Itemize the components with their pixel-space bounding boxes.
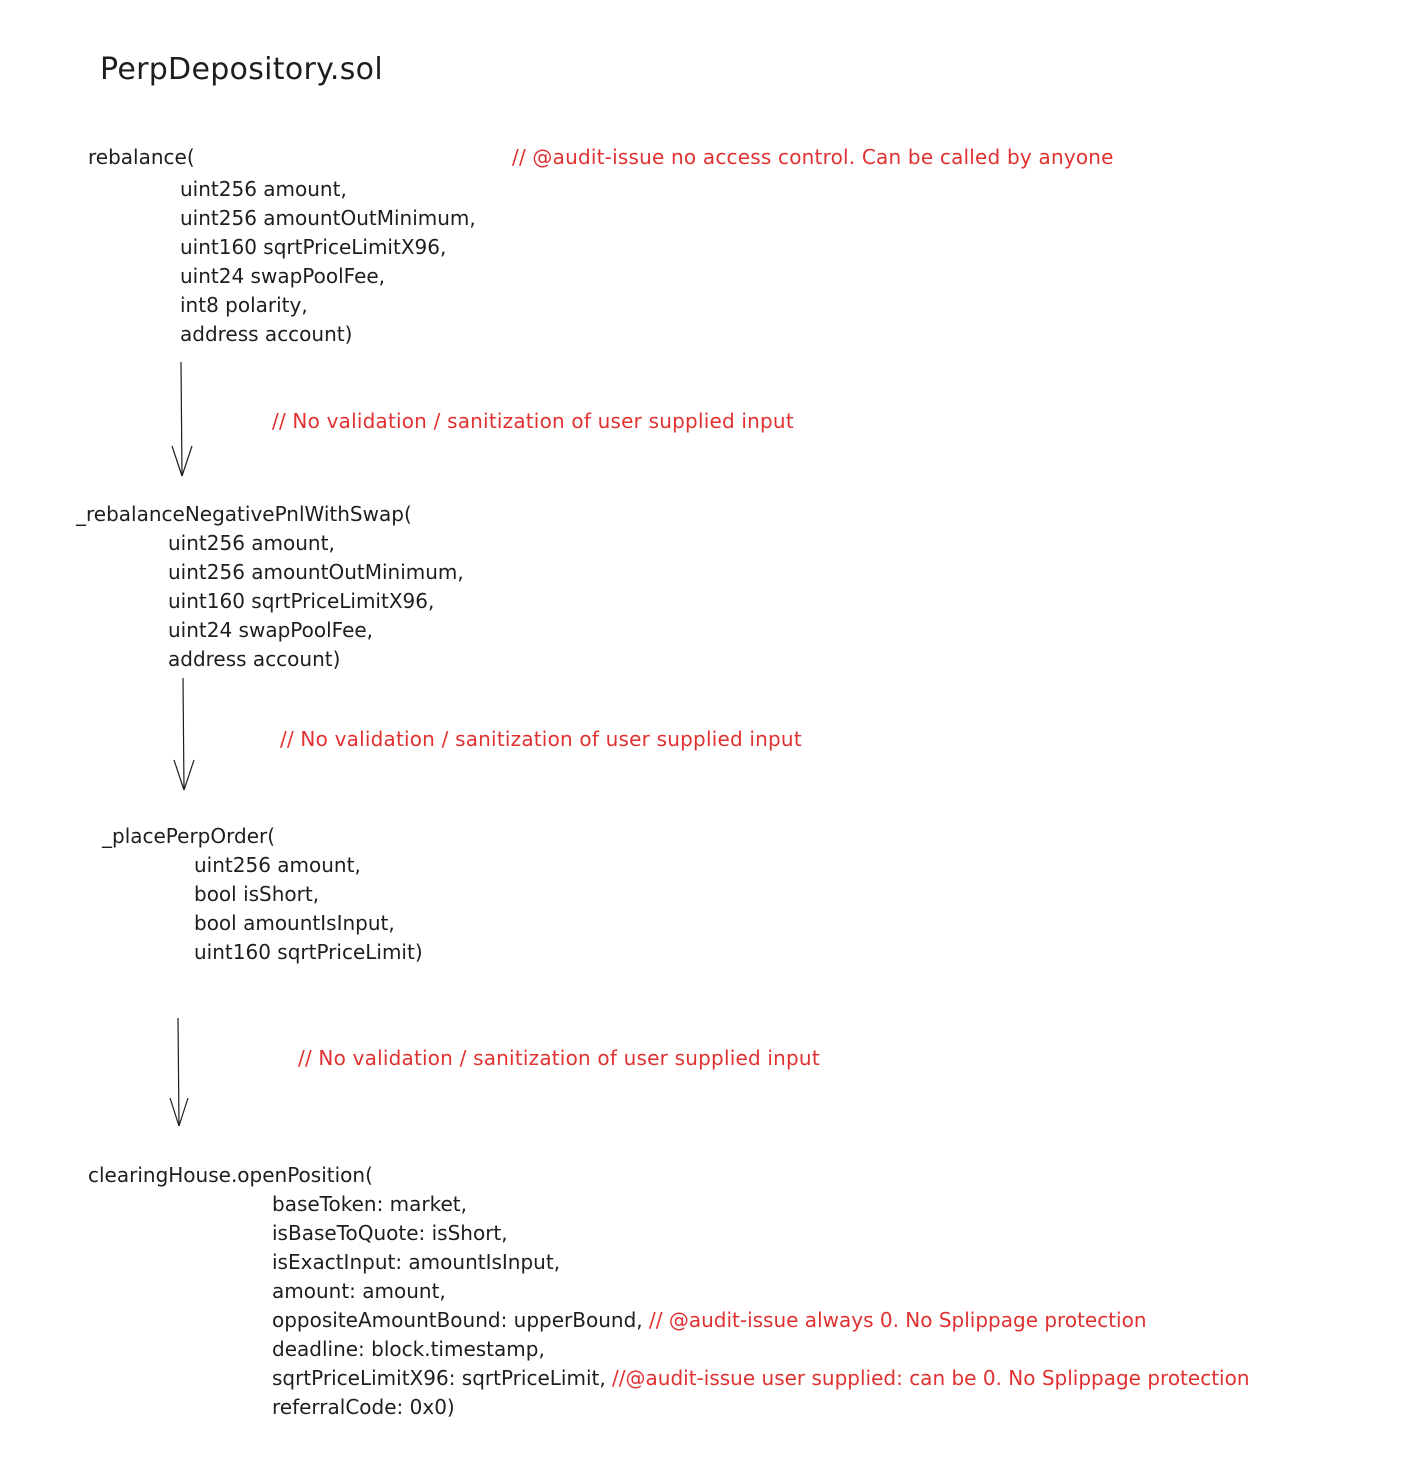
param-text: sqrtPriceLimitX96: sqrtPriceLimit, — [272, 1366, 606, 1390]
param: uint160 sqrtPriceLimitX96, — [168, 589, 435, 613]
param — [272, 1306, 1250, 1335]
param: uint256 amount, — [194, 853, 361, 877]
param-text: isBaseToQuote: isShort, — [272, 1221, 508, 1245]
open-position-params — [272, 1190, 1250, 1422]
param — [272, 1248, 1250, 1277]
param — [272, 1393, 1250, 1422]
validation-comment-2: // No validation / sanitization of user supplied input — [280, 727, 802, 751]
param: bool amountIsInput, — [194, 911, 395, 935]
param-text: isExactInput: amountIsInput, — [272, 1250, 561, 1274]
param — [272, 1277, 1250, 1306]
param-text: deadline: block.timestamp, — [272, 1337, 545, 1361]
param-text: amount: amount, — [272, 1279, 446, 1303]
param-text: oppositeAmountBound: upperBound, — [272, 1308, 643, 1332]
param-text: baseToken: market, — [272, 1192, 468, 1216]
param: uint256 amount, — [180, 177, 347, 201]
param — [272, 1364, 1250, 1393]
function-open-position: clearingHouse.openPosition( — [88, 1163, 373, 1187]
audit-comment-access-control: // @audit-issue no access control. Can be called by anyone — [512, 145, 1114, 169]
param: uint160 sqrtPriceLimitX96, — [180, 235, 447, 259]
param: int8 polarity, — [180, 293, 308, 317]
function-place-perp-order: _placePerpOrder( — [102, 824, 276, 848]
param — [272, 1335, 1250, 1364]
param: uint24 swapPoolFee, — [168, 618, 374, 642]
function-rebalance: rebalance( — [88, 145, 195, 169]
file-title: PerpDepository.sol — [100, 52, 383, 87]
rebalance-params — [180, 175, 476, 349]
arrow-down-icon — [170, 360, 194, 480]
place-perp-order-params — [194, 851, 423, 967]
function-rebalance-negative-pnl-with-swap: _rebalanceNegativePnlWithSwap( — [76, 502, 412, 526]
arrow-down-icon — [167, 1016, 191, 1130]
validation-comment-1: // No validation / sanitization of user supplied input — [272, 409, 794, 433]
param: uint160 sqrtPriceLimit) — [194, 940, 423, 964]
param: address account) — [180, 322, 353, 346]
param: uint256 amount, — [168, 531, 335, 555]
audit-comment-sqrt-price-limit: //@audit-issue user supplied: can be 0. No Splippage protection — [605, 1366, 1250, 1390]
param: uint24 swapPoolFee, — [180, 264, 386, 288]
rebalance-negative-pnl-params — [168, 529, 464, 674]
param — [272, 1190, 1250, 1219]
param: address account) — [168, 647, 341, 671]
param-text: referralCode: 0x0) — [272, 1395, 455, 1419]
param: uint256 amountOutMinimum, — [180, 206, 476, 230]
validation-comment-3: // No validation / sanitization of user supplied input — [298, 1046, 820, 1070]
audit-comment-slippage: // @audit-issue always 0. No Splippage protection — [642, 1308, 1147, 1332]
param: bool isShort, — [194, 882, 320, 906]
arrow-down-icon — [172, 676, 196, 794]
param — [272, 1219, 1250, 1248]
param: uint256 amountOutMinimum, — [168, 560, 464, 584]
